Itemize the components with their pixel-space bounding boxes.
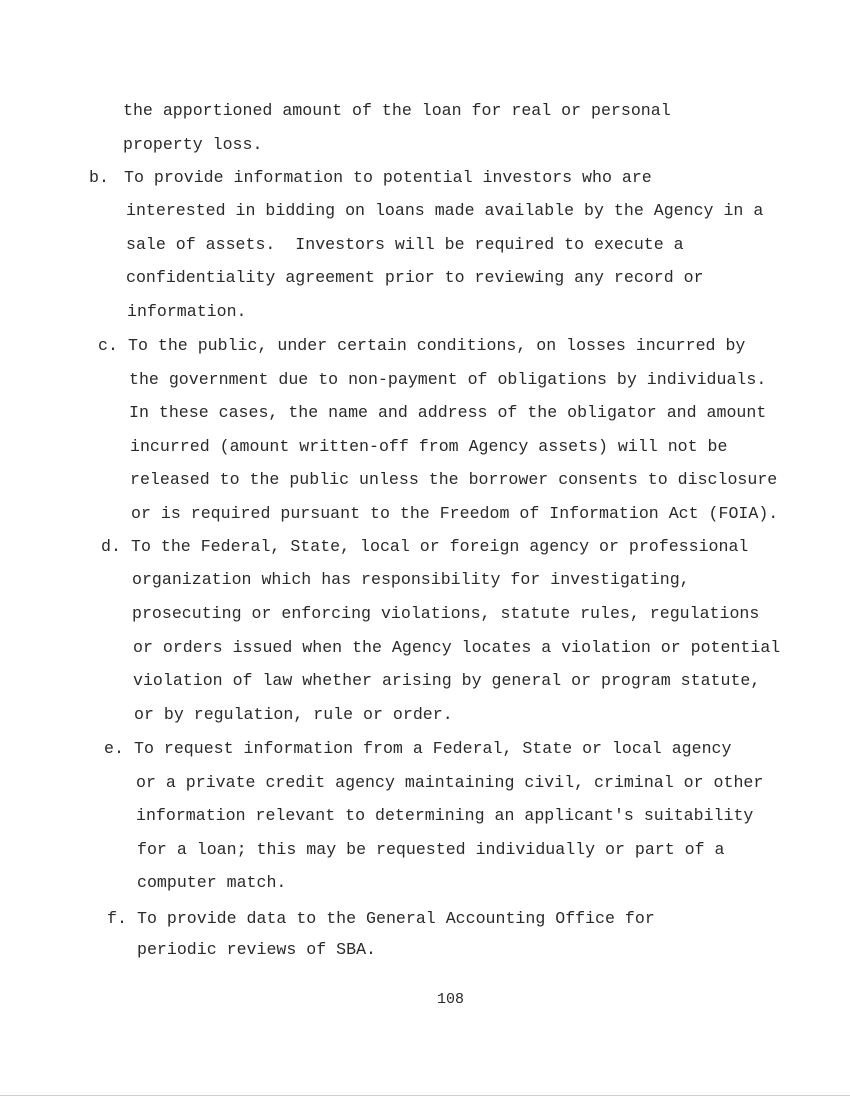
text-line: the apportioned amount of the loan for real or personal xyxy=(123,101,671,120)
text-line: information. xyxy=(127,302,247,321)
text-line: To provide information to potential investors who are xyxy=(124,168,652,187)
text-line: To the public, under certain conditions, on losses incurred by xyxy=(128,336,746,355)
item-label: d. xyxy=(101,537,121,556)
page-number: 108 xyxy=(437,991,465,1008)
text-line: for a loan; this may be requested individually or part of a xyxy=(137,840,725,859)
item-label: e. xyxy=(104,739,124,758)
text-line: or by regulation, rule or order. xyxy=(134,705,453,724)
text-line: or orders issued when the Agency locates a violation or potential xyxy=(133,638,781,657)
text-line: released to the public unless the borrower consents to disclosure xyxy=(130,470,778,489)
text-line: violation of law whether arising by general or program statute, xyxy=(133,671,761,690)
text-line: property loss. xyxy=(123,135,263,154)
text-line: or is required pursuant to the Freedom of Information Act (FOIA). xyxy=(131,504,779,523)
text-line: periodic reviews of SBA. xyxy=(137,940,376,959)
text-line: organization which has responsibility for investigating, xyxy=(132,570,690,589)
text-line: interested in bidding on loans made available by the Agency in a xyxy=(126,201,764,220)
text-line: In these cases, the name and address of the obligator and amount xyxy=(129,403,767,422)
text-line: prosecuting or enforcing violations, statute rules, regulations xyxy=(132,604,760,623)
text-line: incurred (amount written-off from Agency assets) will not be xyxy=(130,437,728,456)
text-line: To provide data to the General Accounting Office for xyxy=(137,909,655,928)
item-label: f. xyxy=(107,909,127,928)
text-line: computer match. xyxy=(137,873,287,892)
text-line: To request information from a Federal, State or local agency xyxy=(134,739,732,758)
text-line: confidentiality agreement prior to reviewing any record or xyxy=(126,268,704,287)
item-label: b. xyxy=(89,168,109,187)
item-label: c. xyxy=(98,336,118,355)
text-line: or a private credit agency maintaining civil, criminal or other xyxy=(136,773,764,792)
text-line: To the Federal, State, local or foreign agency or professional xyxy=(131,537,749,556)
text-line: information relevant to determining an applicant's suitability xyxy=(136,806,754,825)
text-line: sale of assets. Investors will be required to execute a xyxy=(126,235,684,254)
text-line: the government due to non-payment of obligations by individuals. xyxy=(129,370,767,389)
scan-edge-divider xyxy=(0,1095,850,1096)
